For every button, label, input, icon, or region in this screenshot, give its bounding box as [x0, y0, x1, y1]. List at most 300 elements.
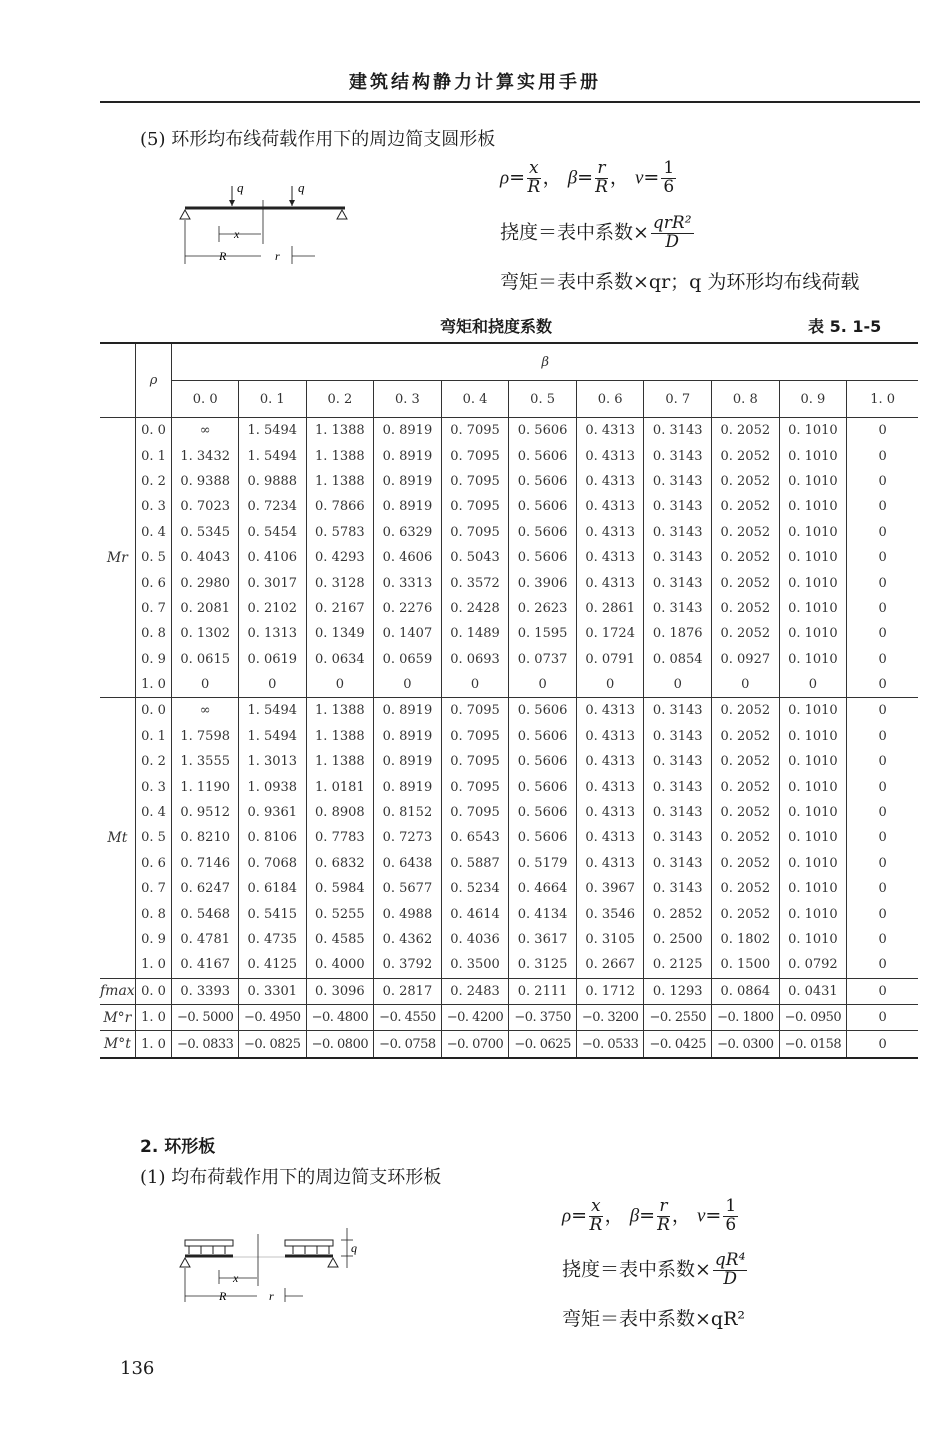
coefficient-cell: 0. 3017 — [238, 570, 306, 595]
table-row — [100, 851, 918, 876]
coefficient-cell: 0. 3572 — [441, 570, 509, 595]
table-row — [100, 724, 918, 749]
rho-value: 0. 9 — [135, 927, 172, 952]
coefficient-cell: 0. 1010 — [779, 698, 847, 724]
coefficient-cell: −0. 0950 — [779, 1004, 847, 1030]
beta-value-header: 0. 4 — [441, 381, 509, 418]
coefficient-cell: 0. 5606 — [509, 469, 577, 494]
coefficient-cell: 0. 2052 — [712, 749, 780, 774]
deflection-formula-2: 挠度＝表中系数× $\frac{\text{qR⁴}}{D}$ — [562, 1250, 746, 1289]
coefficient-cell: 0. 3143 — [644, 800, 712, 825]
coefficient-cell: 0 — [847, 1031, 918, 1058]
rho-value: 0. 8 — [135, 621, 172, 646]
coefficient-cell: 0. 4313 — [576, 443, 644, 468]
coefficient-cell: 0. 2111 — [509, 978, 577, 1004]
coefficient-cell: 0. 2052 — [712, 825, 780, 850]
rho-value: 1. 0 — [135, 952, 172, 978]
coefficient-cell: 1. 7598 — [172, 724, 239, 749]
coefficient-cell: 0. 5606 — [509, 545, 577, 570]
coefficient-cell: 0. 6329 — [374, 520, 442, 545]
coefficient-cell: −0. 0425 — [644, 1031, 712, 1058]
coefficient-cell: 0. 7095 — [441, 698, 509, 724]
table-row — [100, 901, 918, 926]
coefficient-cell: 0. 8919 — [374, 724, 442, 749]
table-row — [100, 570, 918, 595]
coefficient-cell: 0. 1010 — [779, 621, 847, 646]
coefficient-cell: −0. 0825 — [238, 1031, 306, 1058]
table-row — [100, 494, 918, 519]
rho-value: 0. 7 — [135, 876, 172, 901]
coefficient-cell: −0. 3750 — [509, 1004, 577, 1030]
dim-label-r: r — [275, 249, 280, 263]
coefficient-cell: 0. 5984 — [306, 876, 374, 901]
coefficient-cell: 0. 1010 — [779, 647, 847, 672]
coefficient-cell: 0. 1010 — [779, 876, 847, 901]
coefficient-cell: 0. 3500 — [441, 952, 509, 978]
coefficient-cell: 0. 7234 — [238, 494, 306, 519]
circular-plate-diagram — [175, 172, 365, 272]
coefficient-cell: 0. 9888 — [238, 469, 306, 494]
coefficient-cell: 0. 7095 — [441, 774, 509, 799]
coefficient-cell: 0. 1010 — [779, 927, 847, 952]
coefficient-cell: 0. 2052 — [712, 469, 780, 494]
coefficient-cell: 0. 1293 — [644, 978, 712, 1004]
coefficient-cell: 0. 4167 — [172, 952, 239, 978]
coefficient-cell: 0. 2052 — [712, 851, 780, 876]
table-row — [100, 749, 918, 774]
coefficient-cell: 0. 2052 — [712, 545, 780, 570]
coefficient-cell: 0. 1010 — [779, 901, 847, 926]
coefficient-cell: 0. 3096 — [306, 978, 374, 1004]
coefficient-cell: 0 — [847, 545, 918, 570]
coefficient-cell: 0. 1313 — [238, 621, 306, 646]
coefficient-cell: 0. 1712 — [576, 978, 644, 1004]
coefficient-cell: 0. 3143 — [644, 698, 712, 724]
coefficient-cell: ∞ — [172, 698, 239, 724]
beta-value-header: 0. 0 — [172, 381, 239, 418]
coefficient-cell: 0. 3143 — [644, 876, 712, 901]
coefficient-cell: 1. 1388 — [306, 749, 374, 774]
coefficient-cell: 0. 7783 — [306, 825, 374, 850]
coefficient-cell: 0. 4313 — [576, 749, 644, 774]
coefficient-cell: 0. 3143 — [644, 749, 712, 774]
beta-value-header: 0. 8 — [712, 381, 780, 418]
coefficient-cell: 0. 4106 — [238, 545, 306, 570]
coefficient-cell: 0. 1010 — [779, 570, 847, 595]
coefficient-cell: 0. 0792 — [779, 952, 847, 978]
coefficient-cell: 0. 2052 — [712, 520, 780, 545]
coefficient-cell: 0. 9361 — [238, 800, 306, 825]
coefficient-cell: −0. 4950 — [238, 1004, 306, 1030]
coefficient-cell: 0 — [374, 672, 442, 698]
coefficient-cell: 0. 3143 — [644, 570, 712, 595]
coefficient-cell: 0. 7068 — [238, 851, 306, 876]
dim-label-R: R — [219, 249, 227, 263]
coefficient-cell: 1. 1388 — [306, 469, 374, 494]
coefficient-cell: 0. 1407 — [374, 621, 442, 646]
coefficient-cell: 0. 1010 — [779, 724, 847, 749]
coefficient-cell: 1. 5494 — [238, 698, 306, 724]
coefficient-cell: 0. 1010 — [779, 749, 847, 774]
coefficient-cell: 0. 4313 — [576, 724, 644, 749]
coefficient-cell: −0. 0533 — [576, 1031, 644, 1058]
coefficient-cell: 0. 2817 — [374, 978, 442, 1004]
coefficient-cell: 1. 5494 — [238, 443, 306, 468]
table-row — [100, 952, 918, 978]
coefficient-cell: 0. 0659 — [374, 647, 442, 672]
coefficient-cell: −0. 0758 — [374, 1031, 442, 1058]
parameter-definitions: ρ= $\frac{x}{R}$ ， β= $\frac{r}{R}$ ， ν= $\frac{1}{6}$ — [500, 158, 675, 197]
coefficient-cell: 0. 8152 — [374, 800, 442, 825]
coefficient-cell: 0. 1010 — [779, 520, 847, 545]
rho-value: 0. 1 — [135, 443, 172, 468]
section-2-heading: 2. 环形板 — [140, 1137, 216, 1157]
coefficient-cell: 0. 0864 — [712, 978, 780, 1004]
coefficient-cell: 0. 3143 — [644, 494, 712, 519]
coefficient-cell: 0. 5887 — [441, 851, 509, 876]
coefficient-cell: 0. 8919 — [374, 774, 442, 799]
dim-label-x: x — [233, 1271, 239, 1285]
table-row — [100, 1031, 918, 1058]
coefficient-cell: 0. 1500 — [712, 952, 780, 978]
coefficient-cell: 0. 4125 — [238, 952, 306, 978]
coefficient-cell: −0. 4800 — [306, 1004, 374, 1030]
coefficient-cell: −0. 1800 — [712, 1004, 780, 1030]
coefficient-cell: 0 — [712, 672, 780, 698]
coefficient-cell: 1. 1388 — [306, 443, 374, 468]
coefficient-cell: 0. 4313 — [576, 698, 644, 724]
coefficient-cell: 0. 5234 — [441, 876, 509, 901]
moment-formula-2: 弯矩＝表中系数×qR² — [562, 1308, 746, 1330]
coefficient-cell: 1. 1388 — [306, 724, 374, 749]
coefficient-cell: 0. 3393 — [172, 978, 239, 1004]
table-row — [100, 978, 918, 1004]
coefficient-cell: 0. 7095 — [441, 494, 509, 519]
coefficient-cell: −0. 0833 — [172, 1031, 239, 1058]
coefficient-cell: 0. 5179 — [509, 851, 577, 876]
coefficient-cell: 0. 2052 — [712, 494, 780, 519]
table-row — [100, 596, 918, 621]
coefficient-cell: 0. 1010 — [779, 418, 847, 444]
coefficient-cell: 0. 1489 — [441, 621, 509, 646]
coefficient-cell: −0. 0700 — [441, 1031, 509, 1058]
coefficient-cell: 1. 5494 — [238, 418, 306, 444]
coefficient-cell: 0. 3906 — [509, 570, 577, 595]
coefficient-cell: 0. 2052 — [712, 443, 780, 468]
table-row — [100, 1004, 918, 1030]
coefficient-cell: −0. 4200 — [441, 1004, 509, 1030]
coefficient-cell: 0. 5606 — [509, 443, 577, 468]
coefficient-cell: 0. 4000 — [306, 952, 374, 978]
coefficient-cell: 0. 2052 — [712, 876, 780, 901]
coefficient-cell: 0. 7023 — [172, 494, 239, 519]
moment-formula: 弯矩＝表中系数×qr；q 为环形均布线荷载 — [500, 271, 860, 293]
coefficient-cell: 0 — [847, 952, 918, 978]
table-row — [100, 418, 918, 444]
group-label: M°t — [100, 1031, 135, 1058]
coefficient-cell: −0. 5000 — [172, 1004, 239, 1030]
coefficient-cell: 0. 2052 — [712, 800, 780, 825]
coefficient-cell: −0. 4550 — [374, 1004, 442, 1030]
coefficient-cell: 0 — [847, 749, 918, 774]
beta-value-header: 0. 1 — [238, 381, 306, 418]
coefficient-cell: 0. 4781 — [172, 927, 239, 952]
dim-label-R: R — [219, 1289, 227, 1303]
section-heading: (5) 环形均布线荷载作用下的周边简支圆形板 — [140, 129, 496, 150]
table-caption: 弯矩和挠度系数 — [440, 317, 553, 336]
coefficient-cell: 0. 2483 — [441, 978, 509, 1004]
coefficient-cell: 0. 4313 — [576, 545, 644, 570]
table-row — [100, 469, 918, 494]
beta-value-header: 0. 2 — [306, 381, 374, 418]
beta-value-header: 0. 6 — [576, 381, 644, 418]
coefficient-cell: 0 — [847, 621, 918, 646]
coefficient-cell: 0. 4313 — [576, 494, 644, 519]
coefficient-cell: 0 — [847, 520, 918, 545]
coefficient-cell: 0 — [847, 927, 918, 952]
coefficient-cell: 0. 8919 — [374, 494, 442, 519]
rho-value: 1. 0 — [135, 1031, 172, 1058]
coefficient-cell: 0. 3143 — [644, 418, 712, 444]
coefficient-cell: 0. 5606 — [509, 774, 577, 799]
coefficient-cell: 0. 2623 — [509, 596, 577, 621]
coefficient-cell: 0. 3143 — [644, 724, 712, 749]
table-row — [100, 774, 918, 799]
coefficient-cell: 0. 8919 — [374, 749, 442, 774]
coefficient-cell: 0. 2852 — [644, 901, 712, 926]
coefficient-cell: 0 — [847, 901, 918, 926]
coefficient-cell: 0. 2052 — [712, 901, 780, 926]
rho-value: 0. 3 — [135, 774, 172, 799]
coefficient-cell: 0. 0431 — [779, 978, 847, 1004]
rho-header: ρ — [135, 343, 172, 418]
coefficient-cell: 0. 6247 — [172, 876, 239, 901]
parameter-definitions-2: ρ= $\frac{x}{R}$ ， β= $\frac{r}{R}$ ， ν= $\frac{1}{6}$ — [562, 1196, 737, 1235]
coefficient-cell: 0. 1010 — [779, 545, 847, 570]
coefficient-cell: 0. 7095 — [441, 724, 509, 749]
coefficient-cell: 0. 2081 — [172, 596, 239, 621]
page-number: 136 — [120, 1358, 155, 1379]
coefficient-cell: 0. 5783 — [306, 520, 374, 545]
coefficient-cell: 0. 2052 — [712, 621, 780, 646]
section-2-subheading: (1) 均布荷载作用下的周边简支环形板 — [140, 1167, 442, 1188]
coefficient-cell: 1. 1388 — [306, 418, 374, 444]
coefficient-cell: 0. 2861 — [576, 596, 644, 621]
coefficient-cell: 0 — [847, 570, 918, 595]
dim-label-r: r — [269, 1289, 274, 1303]
coefficient-cell: 0. 1010 — [779, 774, 847, 799]
rho-value: 0. 0 — [135, 978, 172, 1004]
table-row — [100, 545, 918, 570]
coefficient-cell: 0. 7095 — [441, 469, 509, 494]
coefficient-cell: 0 — [847, 647, 918, 672]
coefficient-cell: 0. 1010 — [779, 800, 847, 825]
coefficient-cell: 0. 6543 — [441, 825, 509, 850]
beta-value-header: 0. 5 — [509, 381, 577, 418]
coefficient-cell: 0. 1802 — [712, 927, 780, 952]
coefficient-cell: 1. 3555 — [172, 749, 239, 774]
coefficient-cell: 0. 4362 — [374, 927, 442, 952]
coefficient-cell: 0 — [847, 724, 918, 749]
coefficient-cell: 0. 1349 — [306, 621, 374, 646]
coefficient-cell: 0. 5345 — [172, 520, 239, 545]
table-number: 表 5. 1-5 — [808, 317, 882, 336]
coefficient-cell: 0. 5255 — [306, 901, 374, 926]
coefficient-cell: 0. 4313 — [576, 825, 644, 850]
coefficient-cell: 0. 3143 — [644, 825, 712, 850]
coefficient-cell: 0. 3617 — [509, 927, 577, 952]
beta-value-header: 1. 0 — [847, 381, 918, 418]
group-label: Mt — [100, 698, 135, 978]
group-label: fmax — [100, 978, 135, 1004]
coefficient-cell: 0. 3546 — [576, 901, 644, 926]
group-label: M°r — [100, 1004, 135, 1030]
coefficient-cell: 0. 2102 — [238, 596, 306, 621]
coefficient-cell: 0. 3143 — [644, 851, 712, 876]
coefficient-cell: 0 — [847, 851, 918, 876]
coefficient-cell: 0. 2667 — [576, 952, 644, 978]
coefficient-cell: 0 — [847, 698, 918, 724]
coefficient-cell: 0. 2052 — [712, 724, 780, 749]
coefficient-cell: 1. 1190 — [172, 774, 239, 799]
coefficient-cell: 0. 4313 — [576, 851, 644, 876]
coefficient-cell: 0. 5454 — [238, 520, 306, 545]
coefficient-cell: 1. 5494 — [238, 724, 306, 749]
rho-value: 0. 3 — [135, 494, 172, 519]
coefficient-cell: 0. 2500 — [644, 927, 712, 952]
table-row — [100, 443, 918, 468]
rho-value: 0. 6 — [135, 851, 172, 876]
coefficient-cell: 0. 1010 — [779, 851, 847, 876]
coefficient-cell: 0. 4313 — [576, 800, 644, 825]
coefficient-cell: 0. 5606 — [509, 825, 577, 850]
coefficient-cell: 0. 0693 — [441, 647, 509, 672]
coefficient-cell: 0. 7273 — [374, 825, 442, 850]
annular-plate-diagram — [175, 1218, 375, 1308]
deflection-formula: 挠度＝表中系数× $\frac{\text{qrR²}}{D}$ — [500, 213, 692, 252]
coefficient-cell: 0. 1010 — [779, 494, 847, 519]
coefficient-cell: 0. 8919 — [374, 469, 442, 494]
group-label: Mr — [100, 418, 135, 698]
rho-value: 0. 7 — [135, 596, 172, 621]
coefficient-cell: −0. 0625 — [509, 1031, 577, 1058]
dim-label-x: x — [234, 227, 240, 241]
coefficient-cell: 0. 9388 — [172, 469, 239, 494]
table-row — [100, 520, 918, 545]
coefficient-cell: 0. 4313 — [576, 520, 644, 545]
coefficient-cell: 0. 4664 — [509, 876, 577, 901]
coefficient-cell: 0. 5606 — [509, 698, 577, 724]
coefficient-cell: 0. 4606 — [374, 545, 442, 570]
coefficient-cell: 0. 8919 — [374, 443, 442, 468]
coefficient-cell: 0. 8919 — [374, 698, 442, 724]
beta-value-header: 0. 7 — [644, 381, 712, 418]
coefficient-cell: 0. 0791 — [576, 647, 644, 672]
rho-value: 0. 9 — [135, 647, 172, 672]
coefficient-cell: 0. 2052 — [712, 774, 780, 799]
coefficient-cell: 0. 8106 — [238, 825, 306, 850]
coefficient-cell: 0. 1010 — [779, 596, 847, 621]
coefficient-cell: 0. 2167 — [306, 596, 374, 621]
coefficient-cell: 0. 4614 — [441, 901, 509, 926]
coefficient-cell: 1. 3013 — [238, 749, 306, 774]
rho-value: 0. 6 — [135, 570, 172, 595]
coefficient-cell: 0. 0634 — [306, 647, 374, 672]
table-row — [100, 927, 918, 952]
coefficient-cell: 0 — [847, 774, 918, 799]
coefficient-cell: 0 — [306, 672, 374, 698]
coefficient-cell: 0 — [847, 876, 918, 901]
coefficient-cell: 0. 3143 — [644, 545, 712, 570]
coefficient-cell: 0 — [644, 672, 712, 698]
beta-value-header: 0. 9 — [779, 381, 847, 418]
coefficient-cell: 0. 3143 — [644, 443, 712, 468]
coefficient-cell: 0. 5606 — [509, 724, 577, 749]
rho-value: 0. 4 — [135, 520, 172, 545]
coefficient-cell: −0. 0158 — [779, 1031, 847, 1058]
coefficient-cell: 0. 4293 — [306, 545, 374, 570]
coefficient-cell: 0. 8919 — [374, 418, 442, 444]
coefficient-cell: 0. 9512 — [172, 800, 239, 825]
coefficient-cell: 0. 7095 — [441, 443, 509, 468]
coefficient-cell: 0. 6832 — [306, 851, 374, 876]
coefficient-cell: 0. 3143 — [644, 520, 712, 545]
coefficient-cell: 0. 4735 — [238, 927, 306, 952]
coefficient-cell: 0. 2052 — [712, 418, 780, 444]
coefficient-cell: 0 — [847, 418, 918, 444]
coefficient-cell: 0 — [576, 672, 644, 698]
coefficient-cell: 0. 3105 — [576, 927, 644, 952]
coefficient-cell: 0. 0619 — [238, 647, 306, 672]
coefficient-cell: 0. 5677 — [374, 876, 442, 901]
coefficient-cell: 0. 1010 — [779, 469, 847, 494]
rho-value: 0. 4 — [135, 800, 172, 825]
coefficient-cell: 0 — [847, 825, 918, 850]
rho-value: 0. 5 — [135, 825, 172, 850]
coefficient-cell: 0. 3128 — [306, 570, 374, 595]
coefficient-cell: 0. 1724 — [576, 621, 644, 646]
load-label-q: q — [237, 180, 244, 195]
table-row — [100, 672, 918, 698]
rho-value: 0. 8 — [135, 901, 172, 926]
coefficient-cell: 0 — [847, 1004, 918, 1030]
coefficient-cell: 0 — [847, 800, 918, 825]
coefficient-cell: 0. 0927 — [712, 647, 780, 672]
coefficient-cell: −0. 0800 — [306, 1031, 374, 1058]
coefficient-cell: 0. 6184 — [238, 876, 306, 901]
coefficient-cell: 0. 5043 — [441, 545, 509, 570]
coefficient-cell: 0. 3143 — [644, 469, 712, 494]
coefficient-cell: 1. 0181 — [306, 774, 374, 799]
coefficient-cell: 0. 7095 — [441, 520, 509, 545]
coefficient-cell: 0. 0615 — [172, 647, 239, 672]
coefficient-cell: 0. 3301 — [238, 978, 306, 1004]
coefficient-cell: 0 — [847, 494, 918, 519]
coefficient-cell: 0. 4313 — [576, 774, 644, 799]
rho-value: 0. 5 — [135, 545, 172, 570]
table-row — [100, 825, 918, 850]
coefficient-cell: 0. 7095 — [441, 800, 509, 825]
coefficient-cell: 0. 3967 — [576, 876, 644, 901]
table-row — [100, 621, 918, 646]
load-label-q: q — [351, 1241, 357, 1255]
coefficient-cell: 0. 4036 — [441, 927, 509, 952]
table-row — [100, 800, 918, 825]
coefficient-cell: 0. 4585 — [306, 927, 374, 952]
coefficient-cell: 0. 0854 — [644, 647, 712, 672]
table-row — [100, 876, 918, 901]
coefficient-cell: 0. 5606 — [509, 800, 577, 825]
